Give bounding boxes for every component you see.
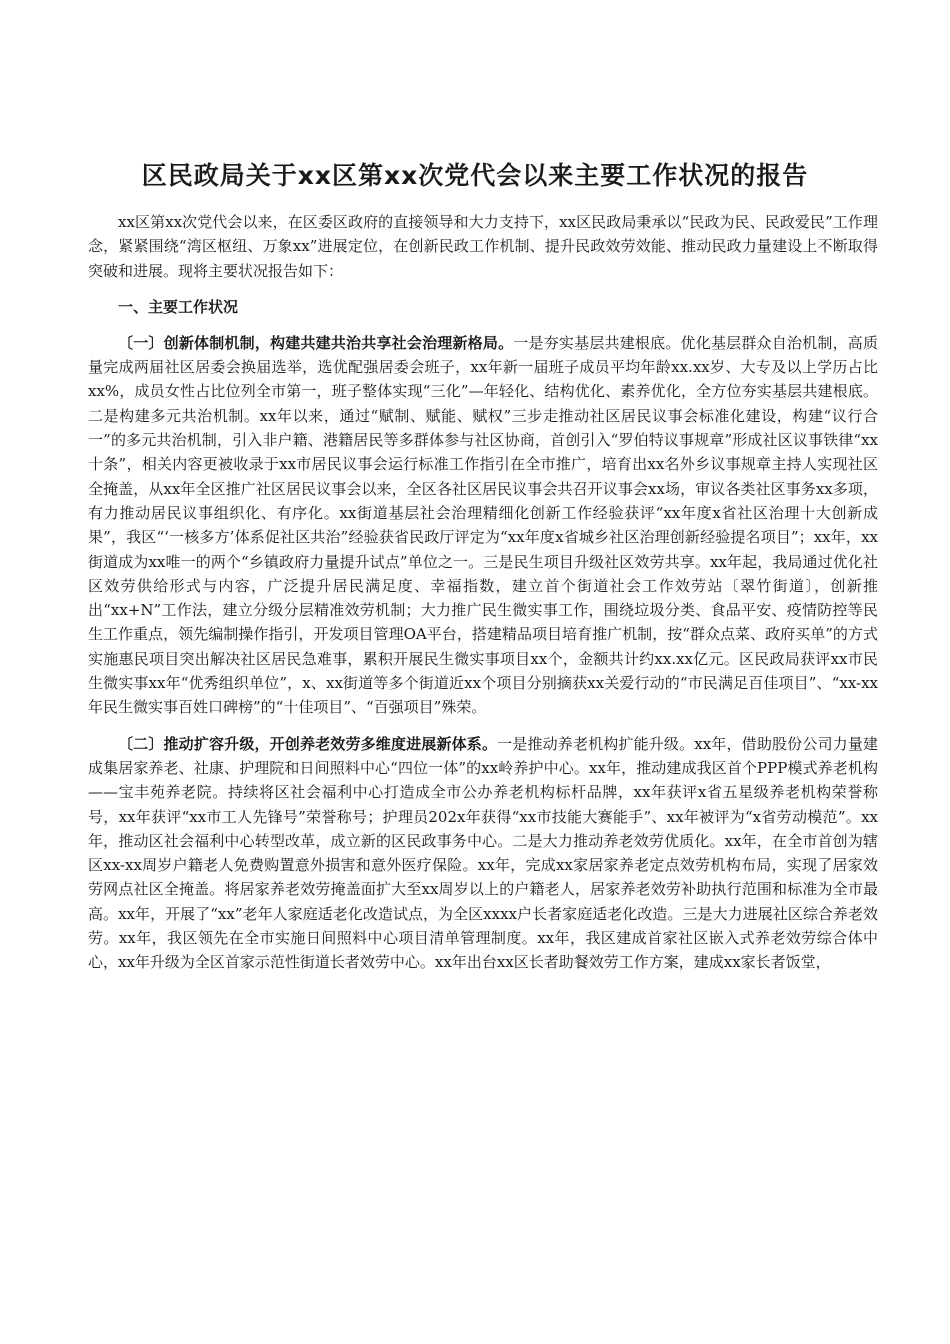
document-body xyxy=(88,210,878,975)
intro-paragraph: xx区第xx次党代会以来，在区委区政府的直接领导和大力支持下，xx区民政局秉承以“民政为民、民政爱民”工作理念，紧紧围绕“湾区枢纽、万象xx”进展定位，在创新民政工作机制、提升民政效劳效能、推动民政力量建设上不断取得突破和进展。现将主要状况报告如下： xyxy=(88,213,878,280)
subsection-1-paragraph xyxy=(88,331,878,720)
section-heading: 一、主要工作状况 xyxy=(118,297,239,316)
subsection-2-lead: 〔二〕推动扩容升级，开创养老效劳多维度进展新体系。 xyxy=(118,734,498,753)
subsection-2-paragraph xyxy=(88,732,878,975)
subsection-2-body: 一是推动养老机构扩能升级。xx年，借助股份公司力量建成集居家养老、社康、护理院和日间照料中心“四位一体”的xx岭养护中心。xx年，推动建成我区首个PPP模式养老机构——宝丰苑养老院。持续将区社会福利中心打造成全市公办养老机构标杆品牌，xx年获评x省五星级养老机构荣誉称号，xx年获评“xx市工人先锋号”荣誉称号；护理员202x年获得“xx市技能大赛能手”、xx年被评为“x省劳动模范”。xx年，推动区社会福利中心转型改革，成立新的区民政事务中心。二是大力推动养老效劳优质化。xx年，在全市首创为辖区xx-xx周岁户籍老人免费购置意外损害和意外医疗保险。xx年，完成xx家居家养老定点效劳机构布局，实现了居家效劳网点社区全掩盖。将居家养老效劳掩盖面扩大至xx周岁以上的户籍老人，居家养老效劳补助执行范围和标准为全市最高。xx年，开展了“xx”老年人家庭适老化改造试点，为全区xxxx户长者家庭适老化改造。三是大力进展社区综合养老效劳。xx年，我区领先在全市实施日间照料中心项目清单管理制度。xx年，我区建成首家社区嵌入式养老效劳综合体中心，xx年升级为全区首家示范性街道长者效劳中心。xx年出台xx区长者助餐效劳工作方案，建成xx家长者饭堂， xyxy=(88,734,878,972)
subsection-1-body: 一是夯实基层共建根底。优化基层群众自治机制，高质量完成两届社区居委会换届选举，选优配强居委会班子，xx年新一届班子成员平均年龄xx.xx岁、大专及以上学历占比xx%，成员女性占比位列全市第一，班子整体实现“三化”—年轻化、结构优化、素养优化，全方位夯实基层共建根底。二是构建多元共治机制。xx年以来，通过“赋制、赋能、赋权”三步走推动社区居民议事会标准化建设，构建“议行合一”的多元共治机制，引入非户籍、港籍居民等多群体参与社区协商，首创引入“罗伯特议事规章”形成社区议事铁律“xx十条”，相关内容更被收录于xx市居民议事会运行标准工作指引在全市推广，培育出xx名外乡议事规章主持人实现社区全掩盖，从xx年全区推广社区居民议事会以来，全区各社区居民议事会共召开议事会xx场，审议各类社区事务xx多项，有力推动居民议事组织化、有序化。xx街道基层社会治理精细化创新工作经验获评“xx年度x省社区治理十大创新成果”，我区“‘一核多方’体系促社区共治”经验获省民政厅评定为“xx年度x省城乡社区治理创新经验提名项目”；xx年，xx街道成为xx唯一的两个“乡镇政府力量提升试点”单位之一。三是民生项目升级社区效劳共享。xx年起，我局通过优化社区效劳供给形式与内容，广泛提升居民满足度、幸福指数，建立首个街道社会工作效劳站〔翠竹街道〕，创新推出“xx+N”工作法，建立分级分层精准效劳机制；大力推广民生微实事工作，围绕垃圾分类、食品平安、疫情防控等民生工作重点，领先编制操作指引，开发项目管理OA平台，搭建精品项目培育推广机制，按“群众点菜、政府买单”的方式实施惠民项目突出解决社区居民急难事，累积开展民生微实事项目xx个，金额共计约xx.xx亿元。区民政局获评xx市民生微实事xx年“优秀组织单位”，x、xx街道等多个街道近xx个项目分别摘获xx关爱行动的“市民满足百佳项目”、“xx-xx年民生微实事百姓口碑榜”的“十佳项目”、“百强项目”殊荣。 xyxy=(88,333,878,717)
paragraph-gap xyxy=(88,720,878,732)
subsection-1-lead: 〔一〕创新体制机制，构建共建共治共享社会治理新格局。 xyxy=(118,333,514,352)
document-title: 区民政局关于xx区第xx次党代会以来主要工作状况的报告 xyxy=(141,161,809,190)
